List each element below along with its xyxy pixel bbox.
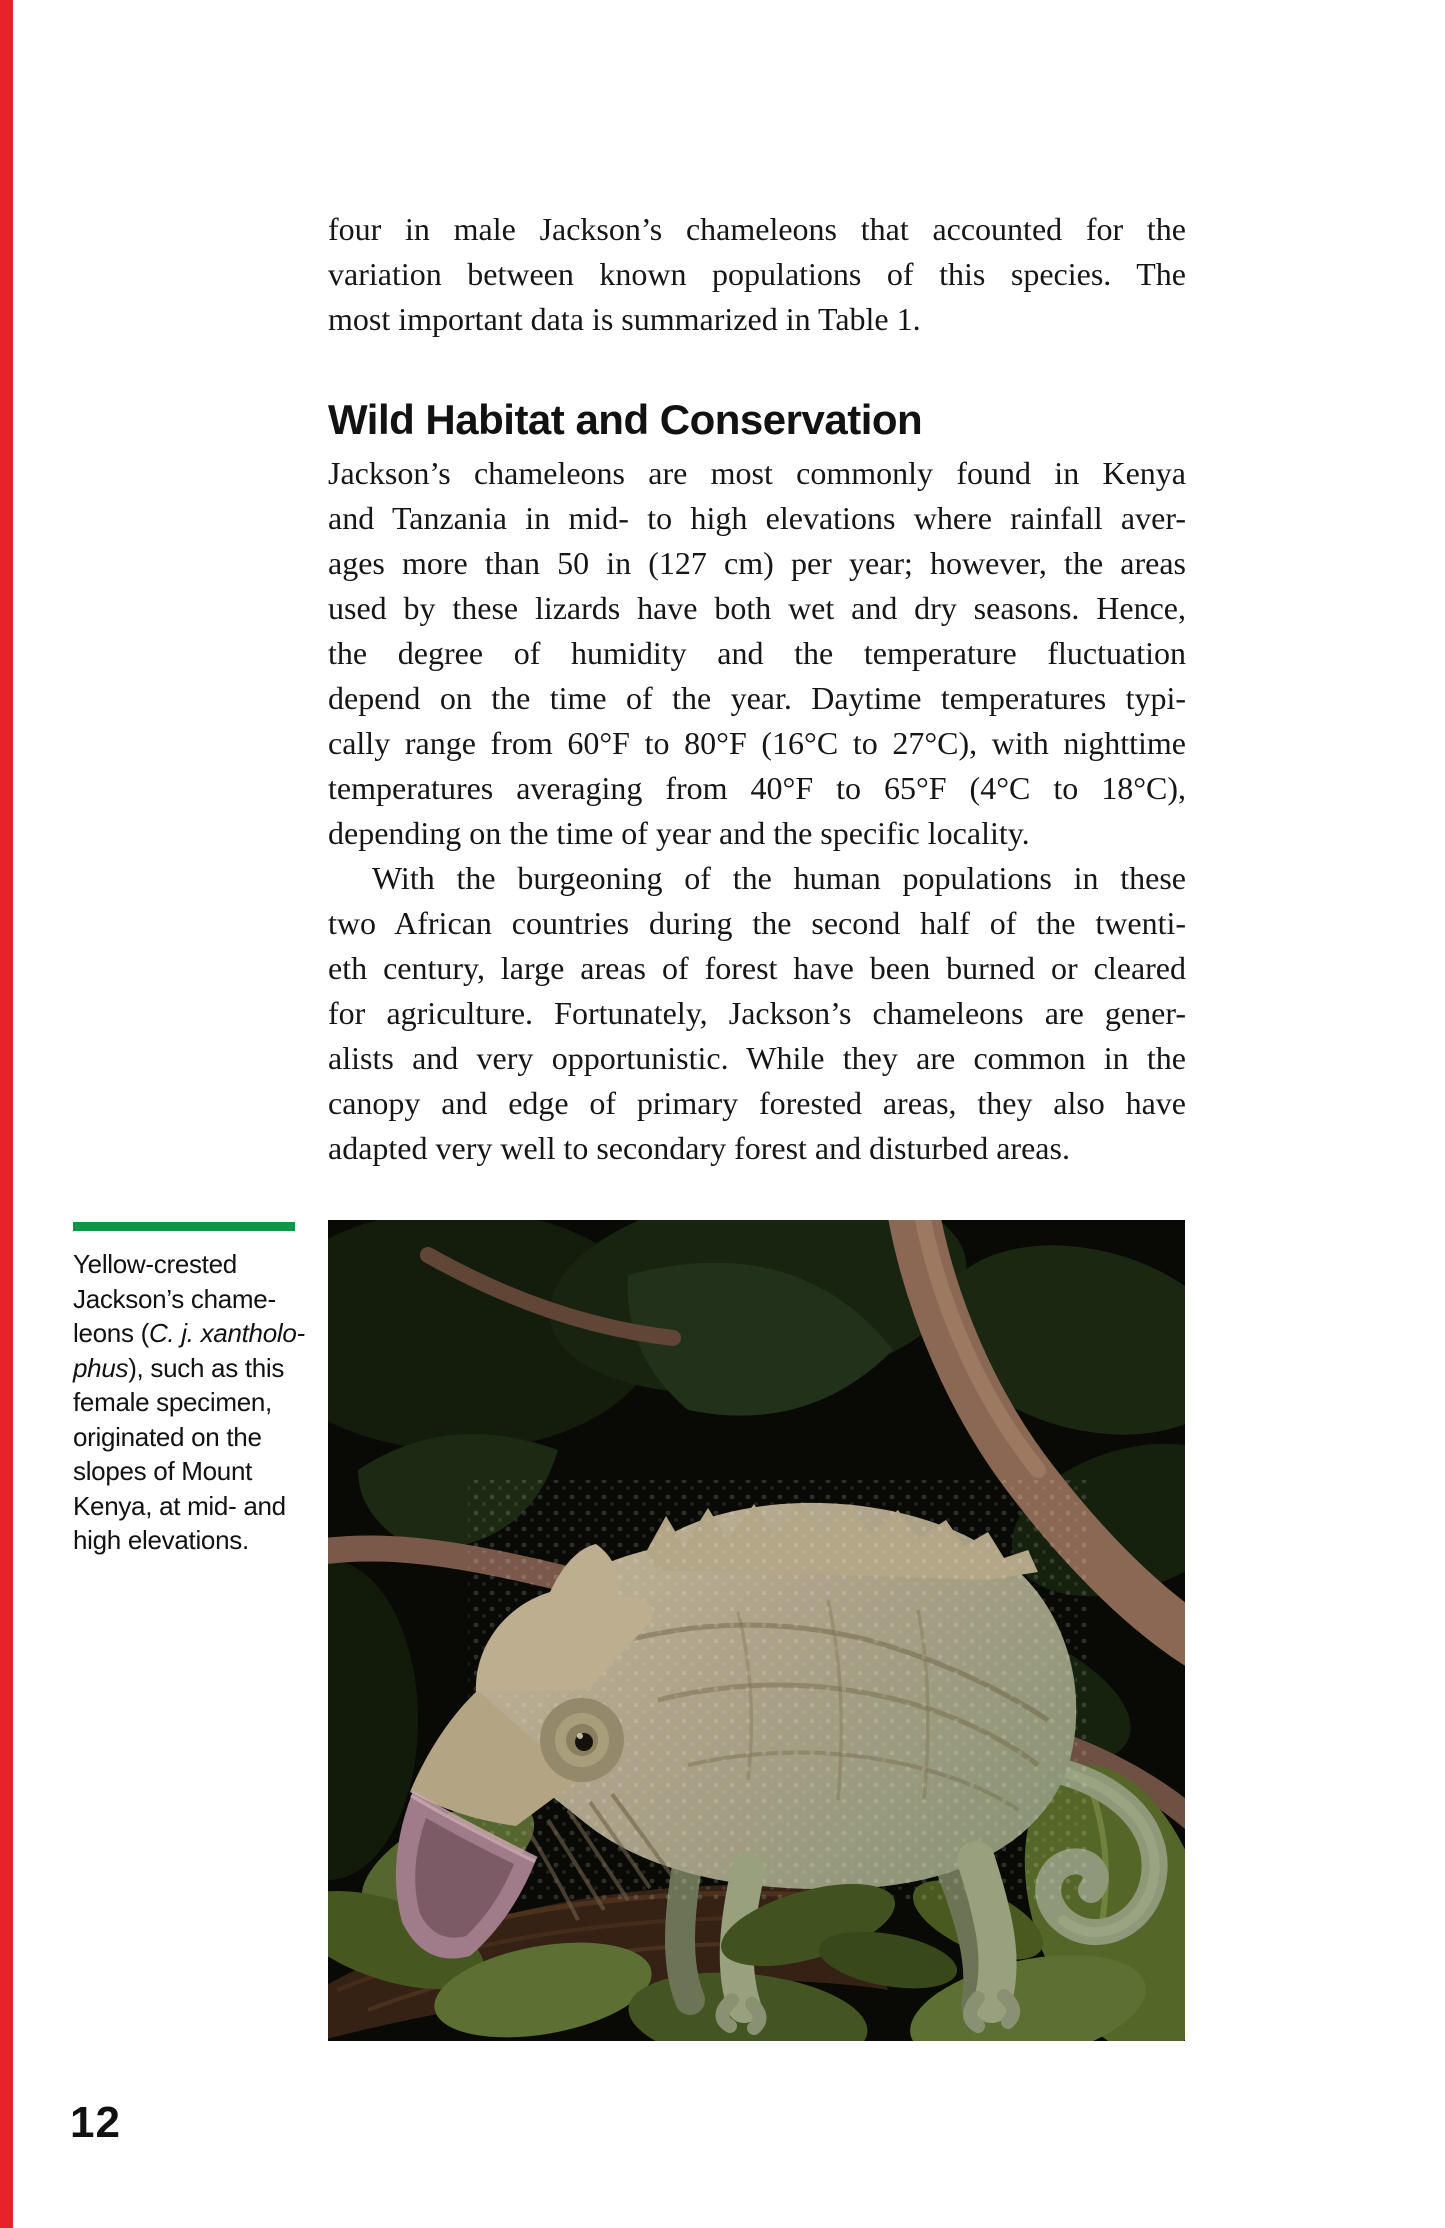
habitat-paragraph [328,451,1186,856]
text-line: temperatures averaging from 40°F to 65°F (4°C to 18°C), [328,770,1186,806]
caption-line: Kenya, at mid- and [73,1490,286,1521]
caption-line: Yellow-crested [73,1249,237,1279]
text-line: variation between known populations of this species. The [328,256,1186,292]
text-line: Jackson’s chameleons are most commonly found in Kenya [328,455,1186,491]
intro-paragraph [328,207,1186,342]
text-line: With the burgeoning of the human populations in these [372,860,1186,896]
caption-line: phus), such as this [73,1352,285,1383]
caption-line: Jackson’s chame- [73,1283,276,1314]
text-line: canopy and edge of primary forested areas, they also have [328,1085,1186,1121]
text-line: alists and very opportunistic. While they are common in the [328,1040,1186,1076]
caption-rule [73,1222,295,1231]
text-line: used by these lizards have both wet and dry seasons. Hence, [328,590,1186,626]
text-line: and Tanzania in mid- to high elevations where rainfall aver- [328,500,1186,536]
text-line: two African countries during the second half of the twenti- [328,905,1186,941]
text-line: for agriculture. Fortunately, Jackson’s chameleons are gener- [328,995,1186,1031]
population-paragraph [328,856,1186,1171]
section-heading: Wild Habitat and Conservation [328,396,923,443]
chameleon-photo [328,1220,1185,2041]
chameleon-photo-illustration [328,1220,1185,2041]
text-line: four in male Jackson’s chameleons that accounted for the [328,211,1186,247]
text-line: ages more than 50 in (127 cm) per year; however, the areas [328,545,1186,581]
text-line: the degree of humidity and the temperature fluctuation [328,635,1186,671]
text-line: cally range from 60°F to 80°F (16°C to 27°C), with nighttime [328,725,1186,761]
text-line: most important data is summarized in Table 1. [328,301,921,337]
text-line: depend on the time of the year. Daytime temperatures typi- [328,680,1186,716]
caption-line: slopes of Mount [73,1456,253,1486]
page-number: 12 [70,2098,121,2147]
caption-line: originated on the [73,1421,262,1452]
photo-caption-block [73,1222,311,1558]
page-edge-color-bar [0,0,13,2228]
caption-line: high elevations. [73,1525,249,1555]
caption-line: female specimen, [73,1387,272,1417]
photo-caption [73,1247,311,1558]
caption-line: leons (C. j. xantholo- [73,1318,305,1348]
text-line: adapted very well to secondary forest and disturbed areas. [328,1130,1070,1166]
text-line: eth century, large areas of forest have been burned or cleared [328,950,1186,986]
text-line: depending on the time of year and the specific locality. [328,815,1030,851]
